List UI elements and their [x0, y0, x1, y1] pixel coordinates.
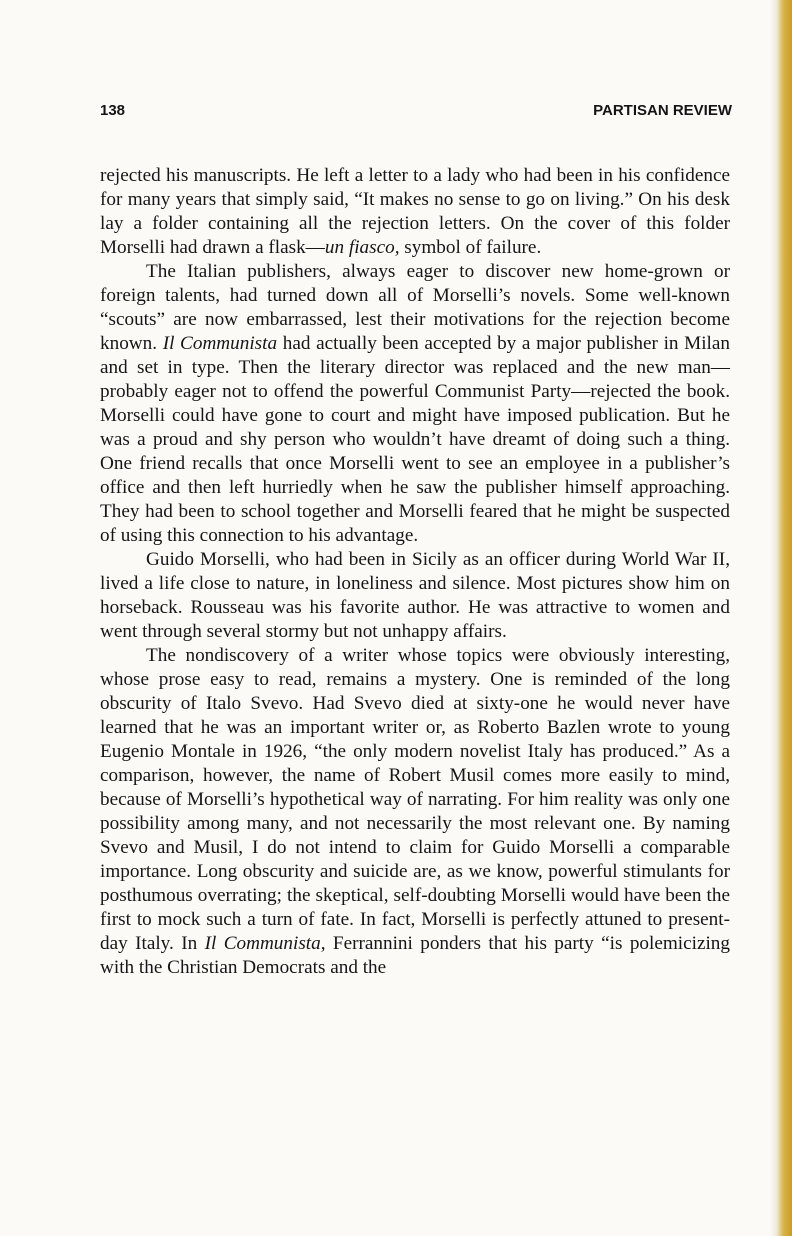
running-title: PARTISAN REVIEW [593, 102, 732, 119]
page-number: 138 [100, 102, 126, 119]
body-text [100, 164, 730, 980]
paragraph-3: Guido Morselli, who had been in Sicily as an officer during World War II, lived a life close to nature, in loneliness and silence. Most pictures show him on horseback. Rousseau was his favorite author. He was attractive to women and went through several stormy but not unhappy affairs. [100, 549, 730, 642]
book-spine-edge [770, 0, 792, 1236]
paragraph-1: rejected his manuscripts. He left a letter to a lady who had been in his confidence for many years that simply said, “It makes no sense to go on living.” On his desk lay a folder containing all the rejection letters. On the cover of this folder Morselli had drawn a flask—un fiasco, symbol of failure. [100, 165, 730, 258]
paragraph-2: The Italian publishers, always eager to discover new home-grown or foreign talents, had turned down all of Morselli’s novels. Some well-known “scouts” are now embarrassed, lest their motivations for the rejection become known. Il Communista had actually been accepted by a major publisher in Milan and set in type. Then the literary director was replaced and the new man—probably eager not to offend the powerful Communist Party—rejected the book. Morselli could have gone to court and might have imposed publication. But he was a proud and shy person who wouldn’t have dreamt of doing such a thing. One friend recalls that once Morselli went to see an employee in a publisher’s office and then left hurriedly when he saw the publisher himself approaching. They had been to school together and Morselli feared that he might be suspected of using this connection to his advantage. [100, 261, 730, 546]
paragraph-4: The nondiscovery of a writer whose topics were obviously interesting, whose prose easy to read, remains a mystery. One is reminded of the long obscurity of Italo Svevo. Had Svevo died at sixty-one he would never have learned that he was an important writer or, as Roberto Bazlen wrote to young Eugenio Montale in 1926, “the only modern novelist Italy has produced.” As a comparison, however, the name of Robert Musil comes more easily to mind, because of Morselli’s hypothetical way of narrating. For him reality was only one possibility among many, and not necessarily the most relevant one. By naming Svevo and Musil, I do not intend to claim for Guido Morselli a comparable importance. Long obscurity and suicide are, as we know, powerful stimulants for posthumous overrating; the skeptical, self-doubting Morselli would have been the first to mock such a turn of fate. In fact, Morselli is perfectly attuned to present-day Italy. In Il Communista, Ferrannini ponders that his party “is polemicizing with the Christian Democrats and the [100, 645, 730, 978]
running-header [100, 102, 732, 119]
